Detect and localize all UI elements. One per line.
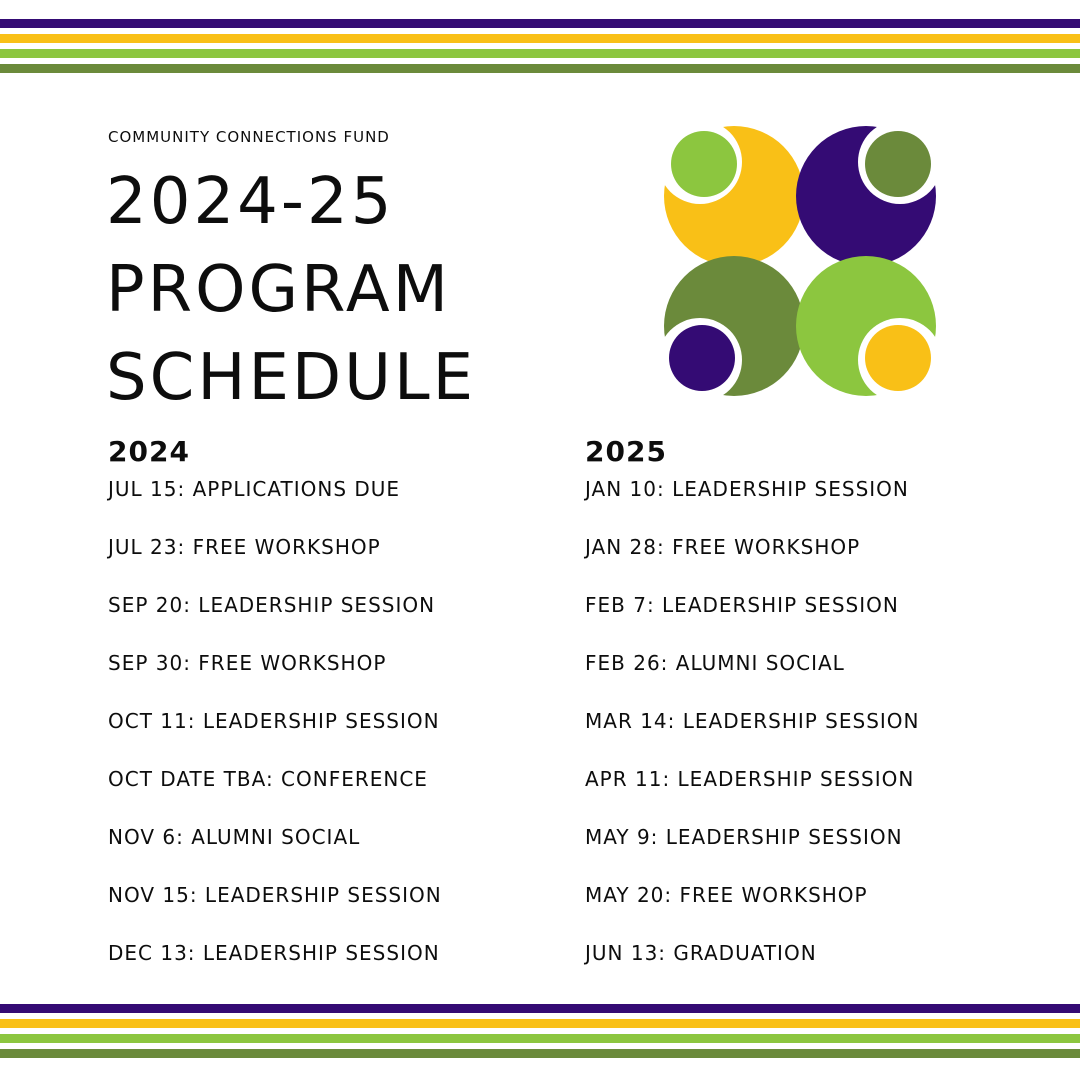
title-line-3: SCHEDULE bbox=[106, 341, 477, 415]
event-item: DEC 13: LEADERSHIP SESSION bbox=[108, 941, 440, 965]
event-item: JAN 28: FREE WORKSHOP bbox=[585, 535, 861, 559]
event-item: OCT DATE TBA: CONFERENCE bbox=[108, 767, 428, 791]
stripe-light-green bbox=[0, 1034, 1080, 1043]
stripe-olive-green bbox=[0, 1049, 1080, 1058]
stripe-purple bbox=[0, 19, 1080, 28]
event-item: MAY 20: FREE WORKSHOP bbox=[585, 883, 868, 907]
stripe-yellow bbox=[0, 1019, 1080, 1028]
event-item: SEP 20: LEADERSHIP SESSION bbox=[108, 593, 436, 617]
year-heading-2024: 2024 bbox=[108, 435, 190, 468]
title-line-1: 2024-25 bbox=[106, 165, 395, 239]
event-item: APR 11: LEADERSHIP SESSION bbox=[585, 767, 915, 791]
title-line-2: PROGRAM bbox=[106, 253, 451, 327]
bottom-stripes bbox=[0, 1004, 1080, 1064]
event-item: OCT 11: LEADERSHIP SESSION bbox=[108, 709, 440, 733]
schedule-column-2024 bbox=[108, 436, 528, 1000]
stripe-light-green bbox=[0, 49, 1080, 58]
event-item: JUL 23: FREE WORKSHOP bbox=[108, 535, 381, 559]
event-item: FEB 7: LEADERSHIP SESSION bbox=[585, 593, 899, 617]
event-item: FEB 26: ALUMNI SOCIAL bbox=[585, 651, 845, 675]
event-item: NOV 15: LEADERSHIP SESSION bbox=[108, 883, 442, 907]
page-title bbox=[106, 158, 476, 422]
event-item: JAN 10: LEADERSHIP SESSION bbox=[585, 477, 909, 501]
stripe-yellow bbox=[0, 34, 1080, 43]
schedule-column-2025 bbox=[585, 436, 1005, 1000]
event-item: JUN 13: GRADUATION bbox=[585, 941, 817, 965]
event-item: NOV 6: ALUMNI SOCIAL bbox=[108, 825, 361, 849]
year-heading-2025: 2025 bbox=[585, 435, 667, 468]
stripe-olive-green bbox=[0, 64, 1080, 73]
org-name: COMMUNITY CONNECTIONS FUND bbox=[108, 128, 390, 146]
event-item: MAY 9: LEADERSHIP SESSION bbox=[585, 825, 903, 849]
top-stripes bbox=[0, 19, 1080, 79]
community-logo-icon bbox=[662, 124, 938, 398]
event-item: MAR 14: LEADERSHIP SESSION bbox=[585, 709, 920, 733]
stripe-purple bbox=[0, 1004, 1080, 1013]
event-item: SEP 30: FREE WORKSHOP bbox=[108, 651, 387, 675]
event-item: JUL 15: APPLICATIONS DUE bbox=[108, 477, 401, 501]
